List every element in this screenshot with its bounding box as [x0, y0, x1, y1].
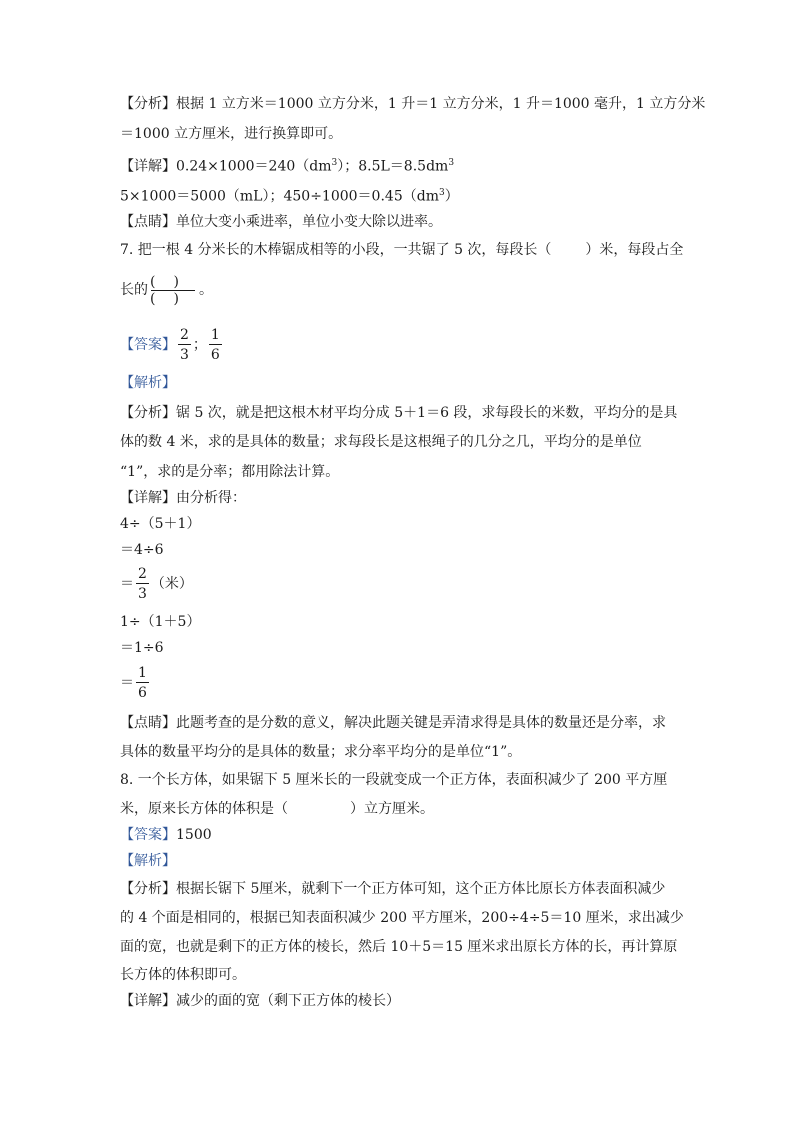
tip-7-line-2: 具体的数量平均分的是具体的数量；求分率平均分的是单位“1”。 — [120, 744, 522, 760]
calc-line-3: ＝ $\frac{2}{3}$ （米） — [120, 566, 193, 602]
analysis-8-line-4: 长方体的体积即可。 — [120, 967, 246, 983]
question-7-line-1: 7. 把一根 4 分米长的木棒锯成相等的小段，一共锯了 5 次，每段长（ ）米，每段占全 — [120, 242, 684, 258]
explanation-7-label: 【解析】 — [120, 375, 176, 391]
answer-8: 【答案】1500 — [120, 827, 212, 843]
calc-line-2: ＝4÷6 — [120, 542, 164, 558]
analysis-7-line-1: 【分析】锯 5 次，就是把这根木材平均分成 5＋1＝6 段，求每段长的米数，平均分的是具 — [120, 405, 678, 421]
analysis-8-line-3: 面的宽，也就是剩下的正方体的棱长，然后 10＋5＝15 厘米求出原长方体的长，再计算原 — [120, 939, 678, 955]
calc-line-6: ＝ $\frac{1}{6}$ — [120, 665, 147, 701]
calc-line-5: ＝1÷6 — [120, 640, 164, 656]
answer-fraction-1: $\frac{2}{3}$ — [180, 327, 189, 363]
detail-line-1: 【详解】$0.24\times 1000=240(dm^3)$；$8.5L=8.5dm^3$ — [120, 158, 455, 175]
blank-fraction: $\frac{()}{()}$ — [150, 273, 197, 307]
detail-8-line: 【详解】减少的面的宽（剩下正方体的棱长） — [120, 993, 400, 1009]
analysis-line-1: 【分析】根据 1 立方米＝1000 立方分米，1 升＝1 立方分米，1 升＝1000 毫升，1 立方分米 — [120, 96, 706, 112]
answer-7: 【答案】 $\frac{2}{3}$ ； $\frac{1}{6}$ — [120, 327, 220, 363]
analysis-line-2: ＝1000 立方厘米，进行换算即可。 — [120, 126, 343, 142]
explanation-8-label: 【解析】 — [120, 853, 176, 869]
detail-7-label: 【详解】由分析得： — [120, 490, 246, 506]
question-7-line-2: 长的 $\frac{()}{()}$ 。 — [120, 273, 213, 307]
analysis-7-line-2: 体的数 4 米，求的是具体的数量；求每段长是这根绳子的几分之几，平均分的是单位 — [120, 434, 642, 450]
calc-line-1: 4÷（5＋1） — [120, 516, 201, 532]
question-8-line-1: 8. 一个长方体，如果锯下 5 厘米长的一段就变成一个正方体，表面积减少了 200 平方厘 — [120, 772, 668, 788]
analysis-8-line-2: 的 4 个面是相同的，根据已知表面积减少 200 平方厘米，200÷4÷5＝10 厘米，求出减少 — [120, 910, 684, 926]
tip-line: 【点睛】单位大变小乘进率，单位小变大除以进率。 — [120, 214, 442, 230]
analysis-8-line-1: 【分析】根据长锯下 5厘米，就剩下一个正方体可知，这个正方体比原长方体表面积减少 — [120, 881, 666, 897]
detail-line-2: 5×1000＝5000（mL）；$450\div 1000=0.45(dm^3)$ — [120, 188, 459, 205]
calc-line-4: 1÷（1＋5） — [120, 614, 201, 630]
answer-fraction-2: $\frac{1}{6}$ — [210, 327, 220, 363]
question-8-line-2: 米，原来长方体的体积是（ ）立方厘米。 — [120, 801, 434, 817]
tip-7-line-1: 【点睛】此题考查的是分数的意义，解决此题关键是弄清求得是具体的数量还是分率，求 — [120, 715, 666, 731]
analysis-7-line-3: “1”，求的是分率；都用除法计算。 — [120, 464, 340, 480]
